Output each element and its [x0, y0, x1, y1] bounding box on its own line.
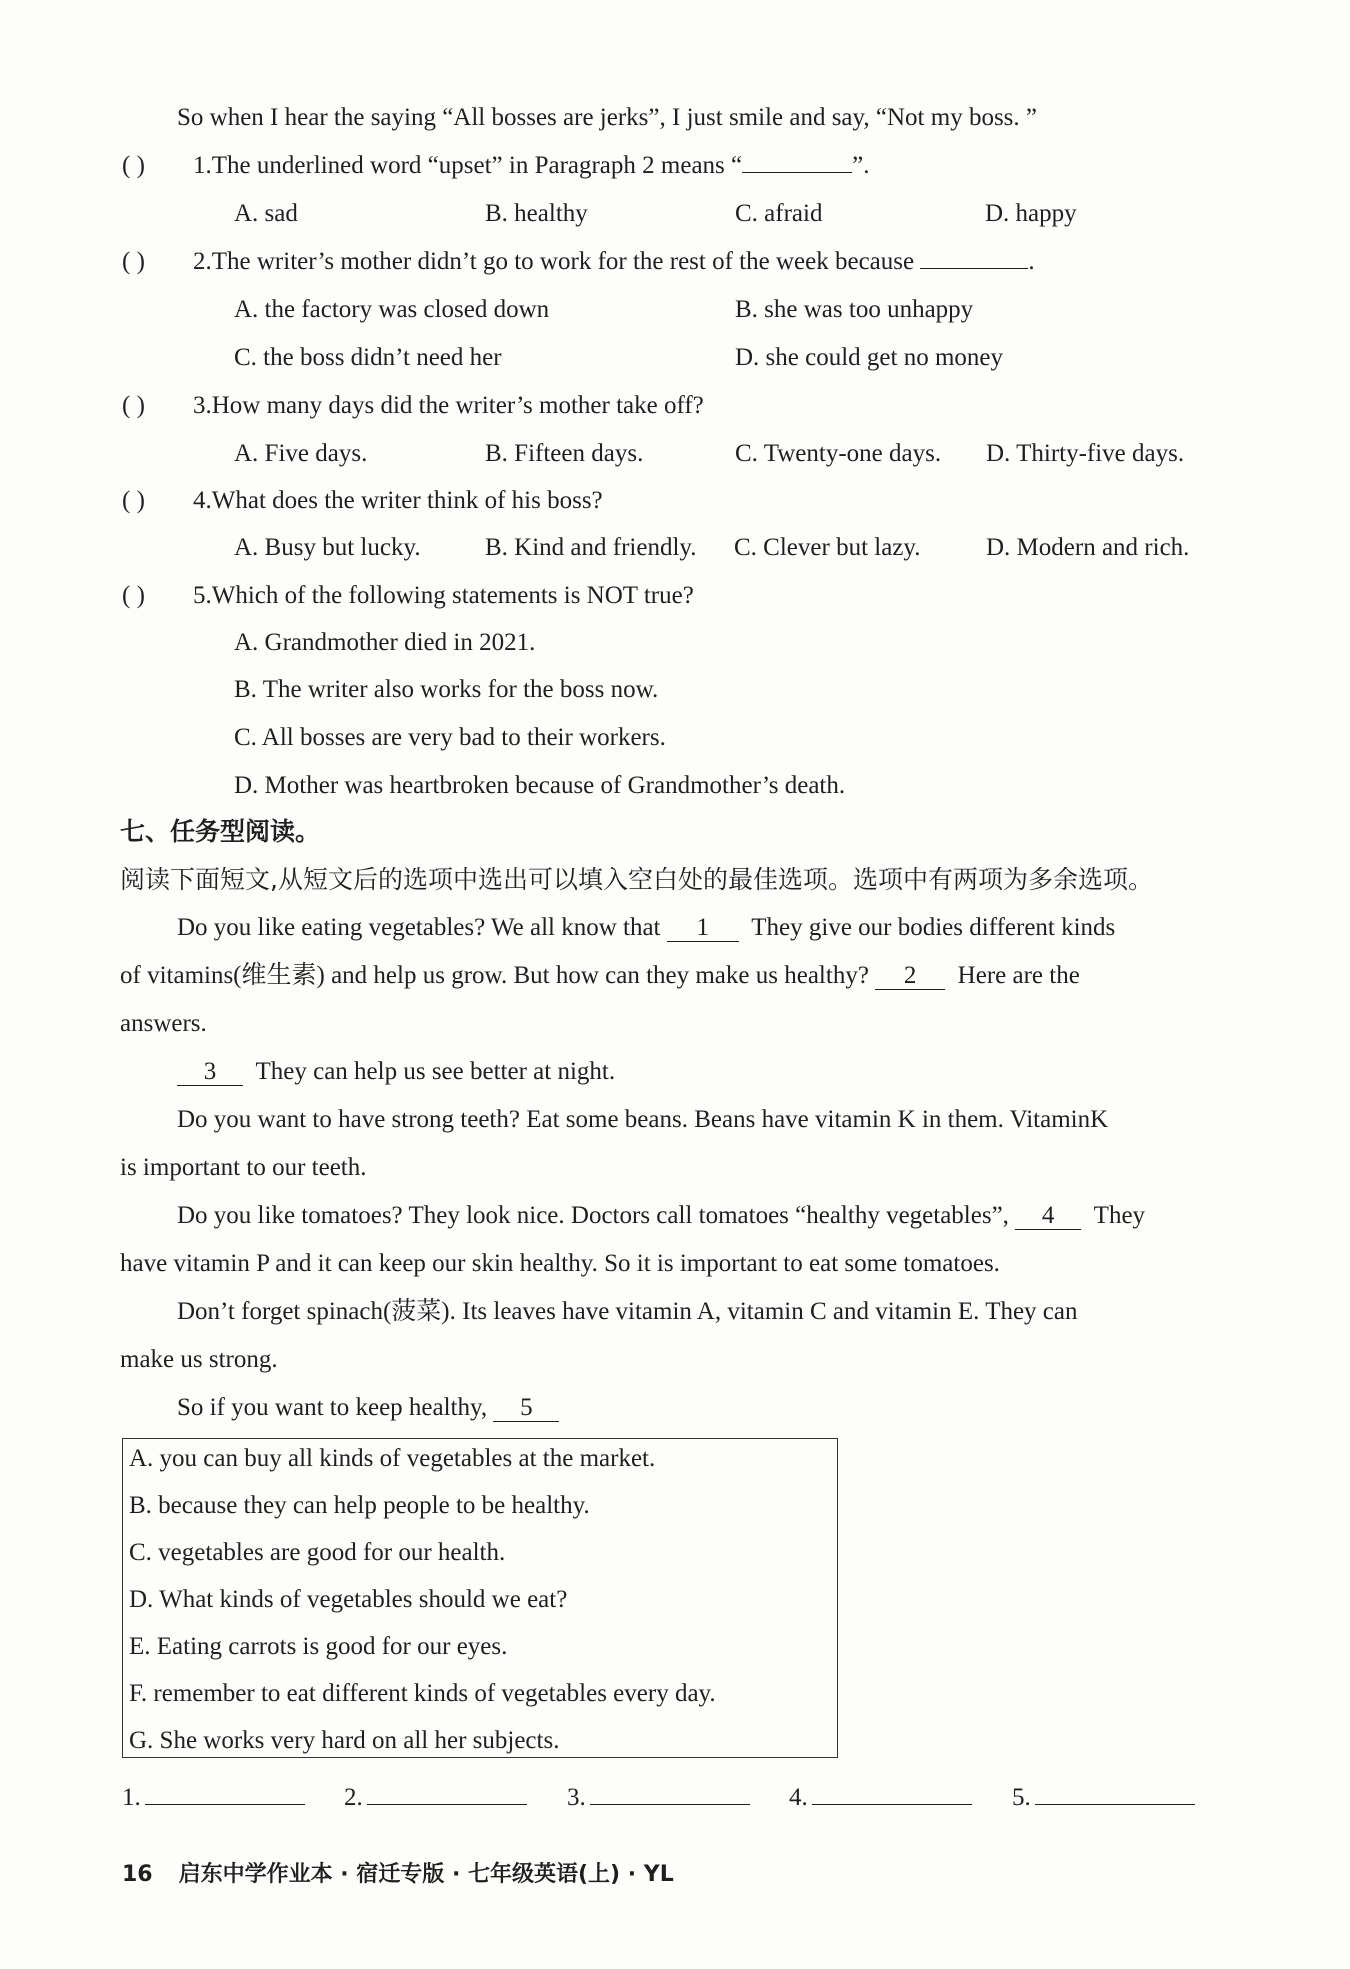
answer-bracket-q5[interactable]: ( ) [122, 582, 145, 609]
question-1-stem [193, 150, 869, 182]
choices-box [122, 1438, 838, 1758]
passage-line-10: make us strong. [120, 1346, 278, 1373]
q5-option-c: C. All bosses are very bad to their workers. [234, 724, 666, 751]
q2-option-c: C. the boss didn’t need her [234, 344, 502, 371]
answer-input[interactable] [145, 1780, 305, 1805]
q3-option-a: A. Five days. [234, 440, 368, 467]
question-number: 4. [193, 487, 212, 514]
passage-text: They [1093, 1202, 1146, 1229]
answer-label: 3. [567, 1784, 586, 1811]
passage-line-7 [177, 1200, 1145, 1232]
question-text-end: . [1028, 248, 1035, 275]
q4-option-a: A. Busy but lucky. [234, 534, 421, 561]
question-text-end: ”. [852, 152, 870, 179]
section-instruction: 阅读下面短文,从短文后的选项中选出可以填入空白处的最佳选项。选项中有两项为多余选项。 [120, 865, 1153, 894]
answer-label: 5. [1012, 1784, 1031, 1811]
answer-bracket-q1[interactable]: ( ) [122, 152, 145, 179]
blank-2[interactable]: 2 [875, 963, 945, 990]
passage-line-6: is important to our teeth. [120, 1154, 367, 1181]
question-4-stem [193, 485, 603, 517]
page-number: 16 [122, 1862, 153, 1887]
fill-blank[interactable] [742, 172, 852, 173]
q3-option-b: B. Fifteen days. [485, 440, 644, 467]
choice-c: C. vegetables are good for our health. [129, 1539, 506, 1566]
question-text: Which of the following statements is NOT true? [211, 582, 694, 609]
answer-label: 1. [122, 1784, 141, 1811]
answer-input[interactable] [590, 1780, 750, 1805]
question-5-stem [193, 580, 694, 612]
passage-line-8: have vitamin P and it can keep our skin healthy. So it is important to eat some tomatoes. [120, 1250, 1000, 1277]
passage-text: So if you want to keep healthy, [177, 1394, 488, 1421]
passage-text: Here are the [957, 962, 1080, 989]
question-text: What does the writer think of his boss? [211, 487, 603, 514]
q2-option-a: A. the factory was closed down [234, 296, 550, 323]
fill-blank[interactable] [920, 268, 1028, 269]
q1-option-c: C. afraid [735, 200, 823, 227]
q2-option-d: D. she could get no money [735, 344, 1004, 371]
passage-text: Do you like eating vegetables? We all know that [177, 914, 661, 941]
question-3-stem [193, 390, 704, 422]
passage-text: They give our bodies different kinds [751, 914, 1116, 941]
passage-line-1 [177, 912, 1115, 944]
answer-input[interactable] [367, 1780, 527, 1805]
answer-bracket-q3[interactable]: ( ) [122, 392, 145, 419]
passage-line-9: Don’t forget spinach(菠菜). Its leaves have vitamin A, vitamin C and vitamin E. They can [177, 1298, 1078, 1325]
q5-option-a: A. Grandmother died in 2021. [234, 629, 536, 656]
book-title: 启东中学作业本 · 宿迁专版 · 七年级英语(上) · YL [178, 1862, 674, 1887]
choice-b: B. because they can help people to be healthy. [129, 1492, 590, 1519]
q5-option-d: D. Mother was heartbroken because of Grandmother’s death. [234, 772, 846, 799]
answer-input[interactable] [1035, 1780, 1195, 1805]
q4-option-c: C. Clever but lazy. [734, 534, 921, 561]
question-text: The underlined word “upset” in Paragraph 2 means “ [211, 152, 743, 179]
choice-e: E. Eating carrots is good for our eyes. [129, 1633, 508, 1660]
question-number: 1. [193, 152, 212, 179]
question-number: 2. [193, 248, 212, 275]
passage-line-3: answers. [120, 1010, 207, 1037]
answer-label: 4. [789, 1784, 808, 1811]
question-number: 5. [193, 582, 212, 609]
answer-bracket-q2[interactable]: ( ) [122, 248, 145, 275]
q5-option-b: B. The writer also works for the boss now. [234, 676, 659, 703]
answer-line-2[interactable] [344, 1780, 527, 1814]
choice-g: G. She works very hard on all her subjects. [129, 1727, 560, 1754]
q2-option-b: B. she was too unhappy [735, 296, 974, 323]
q3-option-d: D. Thirty-five days. [986, 440, 1185, 467]
question-number: 3. [193, 392, 212, 419]
choice-a: A. you can buy all kinds of vegetables at the market. [129, 1445, 656, 1472]
passage-text: of vitamins(维生素) and help us grow. But how can they make us healthy? [120, 962, 869, 989]
answer-line-5[interactable] [1012, 1780, 1195, 1814]
answer-bracket-q4[interactable]: ( ) [122, 487, 145, 514]
passage-line-5: Do you want to have strong teeth? Eat some beans. Beans have vitamin K in them. VitaminK [177, 1106, 1109, 1133]
answer-label: 2. [344, 1784, 363, 1811]
passage-line-11 [177, 1392, 559, 1424]
q1-option-b: B. healthy [485, 200, 588, 227]
blank-4[interactable]: 4 [1015, 1203, 1081, 1230]
passage-text: They can help us see better at night. [255, 1058, 616, 1085]
answer-line-3[interactable] [567, 1780, 750, 1814]
q3-option-c: C. Twenty-one days. [735, 440, 942, 467]
blank-3[interactable]: 3 [177, 1059, 243, 1086]
question-text: The writer’s mother didn’t go to work for the rest of the week because [211, 248, 915, 275]
q1-option-a: A. sad [234, 200, 298, 227]
q4-option-b: B. Kind and friendly. [485, 534, 697, 561]
answer-line-4[interactable] [789, 1780, 972, 1814]
question-2-stem [193, 246, 1035, 278]
answer-input[interactable] [812, 1780, 972, 1805]
choice-f: F. remember to eat different kinds of vegetables every day. [129, 1680, 716, 1707]
passage-closing-line: So when I hear the saying “All bosses are jerks”, I just smile and say, “Not my boss. ” [177, 104, 1037, 131]
choice-d: D. What kinds of vegetables should we eat? [129, 1586, 568, 1613]
blank-5[interactable]: 5 [493, 1395, 559, 1422]
passage-line-2 [120, 960, 1080, 992]
q1-option-d: D. happy [985, 200, 1077, 227]
blank-1[interactable]: 1 [667, 915, 739, 942]
answer-line-1[interactable] [122, 1780, 305, 1814]
passage-text: Do you like tomatoes? They look nice. Doctors call tomatoes “healthy vegetables”, [177, 1202, 1009, 1229]
passage-line-4 [177, 1056, 615, 1088]
section-title: 七、任务型阅读。 [120, 817, 321, 846]
q4-option-d: D. Modern and rich. [986, 534, 1190, 561]
question-text: How many days did the writer’s mother take off? [211, 392, 704, 419]
page-footer [122, 1860, 674, 1890]
